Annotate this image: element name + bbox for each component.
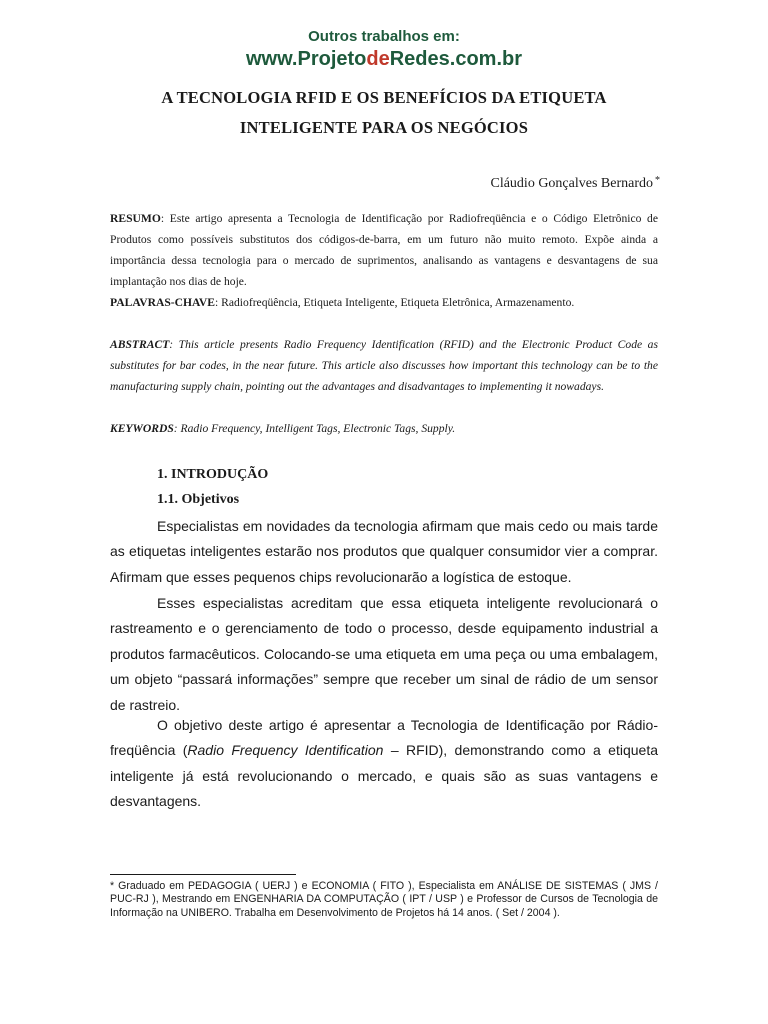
site-header — [0, 28, 768, 71]
body-text-3 — [110, 713, 658, 815]
abstract-paragraph — [110, 334, 658, 397]
body-text-1: Especialistas em novidades da tecnologia afirmam que mais cedo ou mais tarde as etiquetas inteligentes estarão nos produtos que qualquer consumidor vier a comprar. Afirmam que esses pequenos chips revolucionarão a logística de estoque. — [110, 518, 658, 585]
site-url-accent: de — [366, 48, 390, 70]
rfid-term: Radio Frequency Identification — [187, 742, 384, 759]
body-text-3-end: – RFID), demonstrando como a etiqueta inteligente já está revolucionando o mercado, e quais são as suas vantagens e desvantagens. — [110, 742, 658, 810]
body-text-2: Esses especialistas acreditam que essa etiqueta inteligente revolucionará o rastreamento e o gerenciamento de todo o processo, desde equipamento industrial a produtos farmacêuticos. Colocando-se uma etiqueta em uma peça ou uma embalagem, um objeto “passará informações” sempre que receber um sinal de rádio de um sensor de rastreio. — [110, 595, 658, 713]
header-caption: Outros trabalhos em: — [308, 28, 460, 45]
keywords-paragraph — [110, 418, 658, 439]
palavras-chave-label: PALAVRAS-CHAVE — [110, 296, 216, 309]
author-footnote: * Graduado em PEDAGOGIA ( UERJ ) e ECONOMIA ( FITO ), Especialista em ANÁLISE DE SISTEMAS ( JMS / PUC-RJ ), Mestrando em ENGENHARIA DA COMPUTAÇÃO ( IPT / USP ) e Professor de Cursos de Tecnologia de Informação na UNIBERO. Trabalha em Desenvolvimento de Projetos há 14 anos. ( Set / 2004 ). — [110, 880, 658, 919]
author-name: Cláudio Gonçalves Bernardo — [490, 176, 653, 191]
subsection-heading-objetivos: 1.1. Objetivos — [157, 492, 240, 507]
body-paragraph-3 — [110, 713, 658, 815]
site-url-prefix: www.Projeto — [246, 48, 367, 70]
keywords-label: KEYWORDS — [110, 422, 174, 435]
abstract-text: : This article presents Radio Frequency Identification (RFID) and the Electronic Product Code as substitutes for bar codes, in the near future. This article also discusses how important this technology can be to the manufacturing supply chain, pointing out the advantages and disadvantages to implementing it nowadays. — [110, 338, 658, 393]
body-text-3-start: O objetivo deste artigo é apresentar a Tecnologia de Identificação por Rádio-freqüência ( — [110, 717, 658, 759]
document-title-line-2: INTELIGENTE PARA OS NEGÓCIOS — [239, 118, 529, 137]
site-url-suffix: Redes.com.br — [389, 48, 522, 70]
site-url-link[interactable] — [0, 47, 768, 71]
body-paragraph-2 — [110, 591, 658, 718]
body-paragraph-1 — [110, 514, 658, 590]
palavras-chave-paragraph — [110, 292, 658, 313]
document-title-line-1: A TECNOLOGIA RFID E OS BENEFÍCIOS DA ETIQUETA — [161, 88, 607, 107]
palavras-chave-text: : Radiofreqüência, Etiqueta Inteligente, Etiqueta Eletrônica, Armazenamento. — [215, 296, 575, 309]
resumo-label: RESUMO — [110, 212, 161, 225]
keywords-text: : Radio Frequency, Intelligent Tags, Electronic Tags, Supply. — [173, 422, 456, 435]
footnote-divider — [110, 874, 296, 875]
author-line — [490, 176, 660, 192]
resumo-paragraph — [110, 208, 658, 292]
resumo-text: : Este artigo apresenta a Tecnologia de Identificação por Radiofreqüência e o Código Eletrônico de Produtos como possíveis substitutos dos códigos-de-barra, em um futuro não muito remoto. Expõe ainda a importância dessa tecnologia para o mercado de suprimentos, analisando as vantagens e desvantagens de sua implantação nos dias de hoje. — [110, 212, 658, 288]
section-heading-introducao: 1. INTRODUÇÃO — [157, 467, 269, 482]
abstract-label: ABSTRACT — [110, 338, 170, 351]
footnote-marker: * — [655, 175, 660, 186]
